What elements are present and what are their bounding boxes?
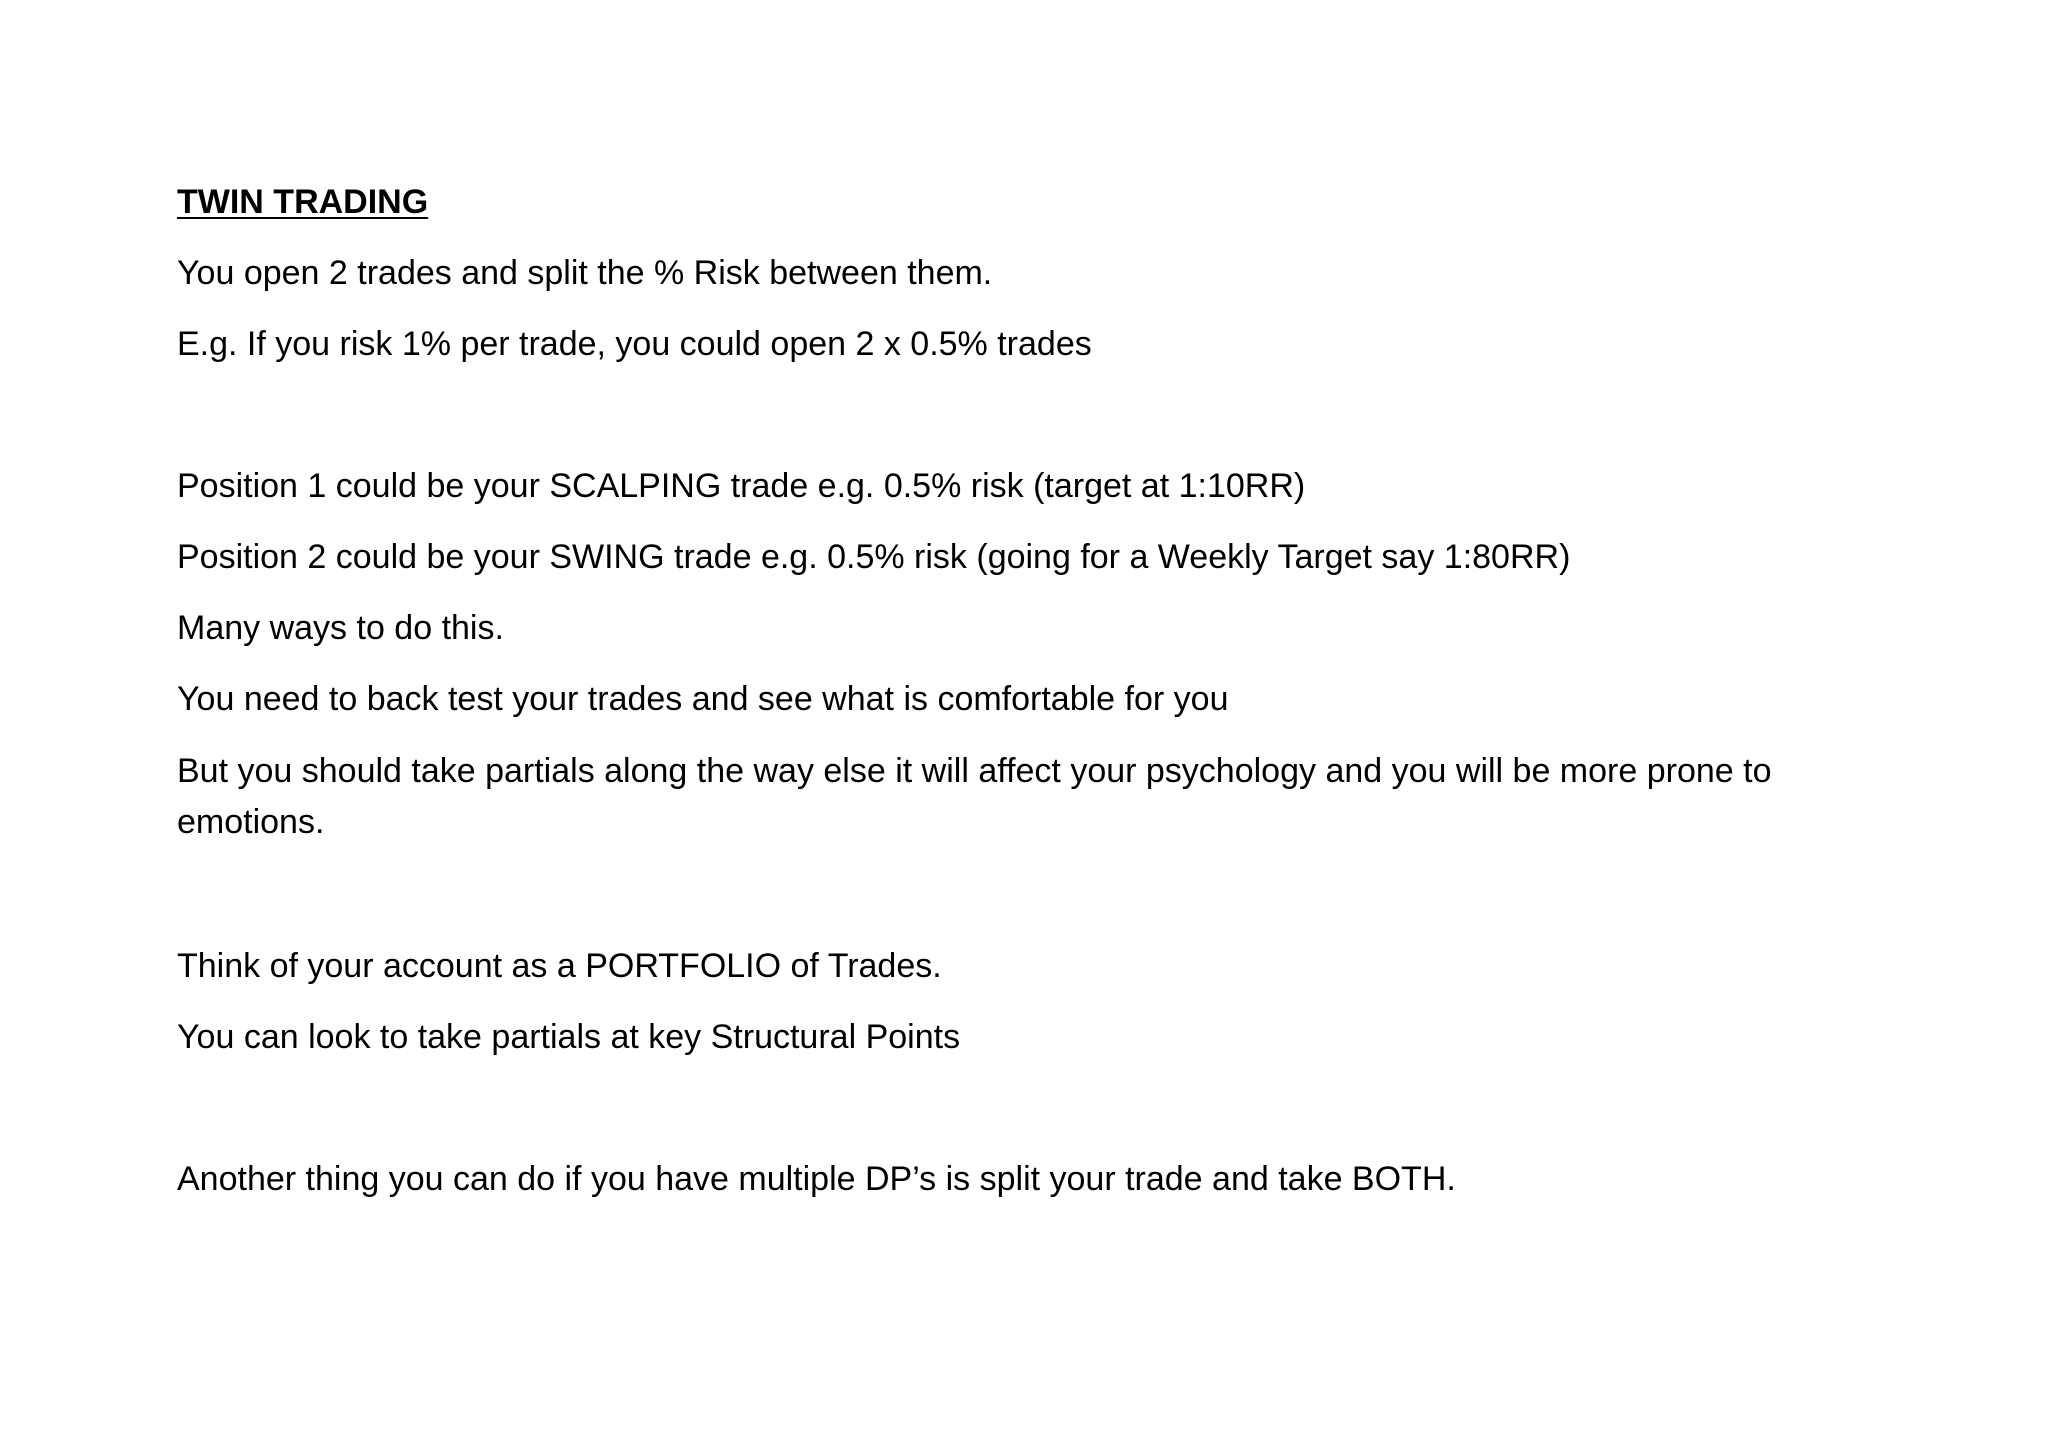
- paragraph: Many ways to do this.: [177, 609, 504, 647]
- document-title: TWIN TRADING: [177, 183, 429, 221]
- blank-line: [177, 391, 1897, 462]
- paragraph: Another thing you can do if you have multiple DP’s is split your trade and take BOTH.: [177, 1160, 1456, 1198]
- paragraph: You can look to take partials at key Structural Points: [177, 1018, 961, 1056]
- paragraph: Position 2 could be your SWING trade e.g. 0.5% risk (going for a Weekly Target say 1:80RR): [177, 538, 1571, 576]
- blank-line: [177, 871, 1897, 942]
- paragraph: But you should take partials along the way else it will affect your psychology and you will be more prone to emotions.: [177, 752, 1772, 841]
- paragraph: Position 1 could be your SCALPING trade e.g. 0.5% risk (target at 1:10RR): [177, 467, 1306, 505]
- paragraph: You need to back test your trades and see what is comfortable for you: [177, 680, 1229, 718]
- document-body: [177, 178, 1897, 1226]
- paragraph: You open 2 trades and split the % Risk between them.: [177, 254, 993, 292]
- paragraph: E.g. If you risk 1% per trade, you could open 2 x 0.5% trades: [177, 325, 1092, 363]
- blank-line: [177, 1084, 1897, 1155]
- paragraph: Think of your account as a PORTFOLIO of Trades.: [177, 947, 942, 985]
